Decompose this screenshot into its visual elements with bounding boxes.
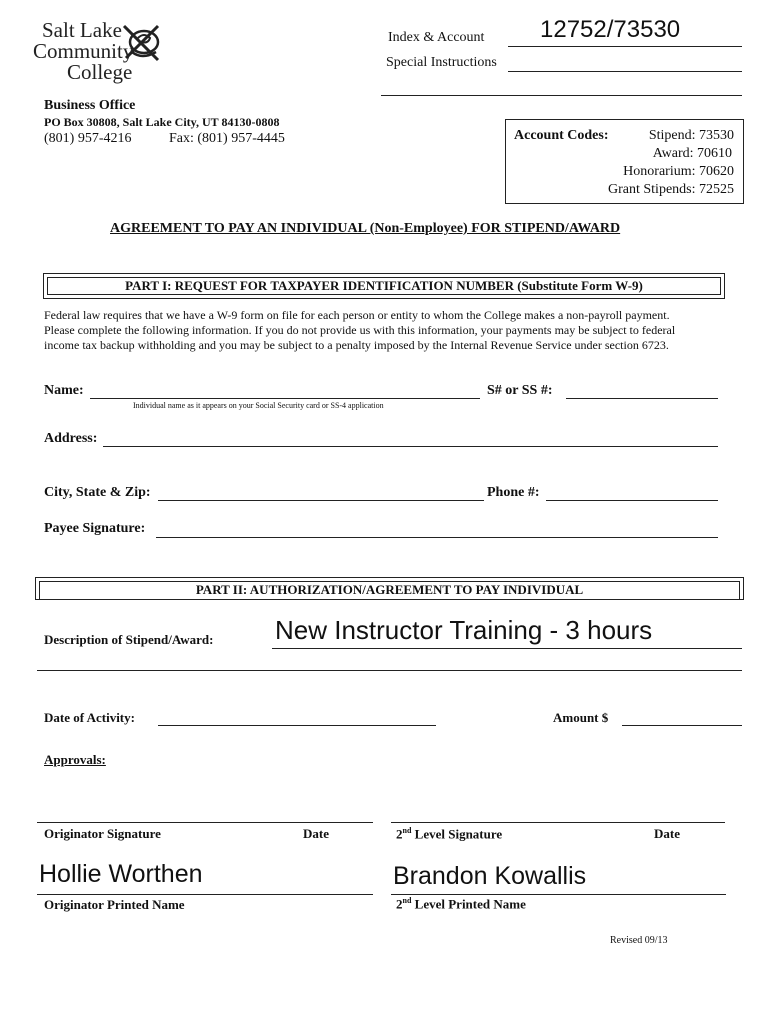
special-instructions-line-2[interactable]: [381, 95, 742, 96]
description-value[interactable]: New Instructor Training - 3 hours: [275, 615, 653, 645]
business-office-fax: Fax: (801) 957-4445: [169, 131, 285, 146]
ssn-label: S# or SS #:: [487, 383, 553, 398]
originator-signature-label: Originator Signature: [44, 826, 161, 841]
special-instructions-label: Special Instructions: [386, 55, 497, 70]
description-underline: [272, 648, 742, 649]
part2-header-box: [35, 577, 744, 600]
logo-line-3: College: [67, 60, 133, 84]
description-line-2[interactable]: [37, 670, 742, 671]
city-state-zip-label: City, State & Zip:: [44, 485, 151, 500]
part1-header: PART I: REQUEST FOR TAXPAYER IDENTIFICATION NUMBER (Substitute Form W-9): [125, 278, 643, 293]
special-instructions-field[interactable]: [508, 71, 742, 72]
amount-label: Amount $: [553, 710, 609, 725]
originator-printed-name-label: Originator Printed Name: [44, 897, 185, 912]
index-account-label: Index & Account: [388, 30, 485, 45]
ssn-field[interactable]: [566, 398, 718, 399]
second-level-sup-2: nd: [402, 896, 412, 905]
business-office-address: PO Box 30808, Salt Lake City, UT 84130-0808: [44, 115, 280, 129]
originator-printed-name-underline: [37, 894, 373, 895]
part1-paragraph-line-2: Please complete the following information. If you do not provide us with this information, your payments may be subject to federal: [44, 323, 676, 337]
index-account-value[interactable]: 12752/73530: [540, 16, 681, 43]
address-field[interactable]: [103, 446, 718, 447]
second-level-number-2: 2: [396, 896, 403, 912]
originator-date-label: Date: [303, 826, 329, 841]
second-level-date-label: Date: [654, 826, 680, 841]
date-of-activity-label: Date of Activity:: [44, 710, 135, 725]
date-of-activity-field[interactable]: [158, 725, 436, 726]
account-codes-label: Account Codes:: [514, 128, 609, 143]
part1-paragraph-line-1: Federal law requires that we have a W-9 form on file for each person or entity to whom the College makes a non-payroll payment.: [44, 308, 670, 322]
amount-field[interactable]: [622, 725, 742, 726]
second-level-printed-name-value[interactable]: Brandon Kowallis: [393, 862, 587, 890]
second-level-number: 2: [396, 826, 403, 842]
index-account-underline: [508, 46, 742, 47]
form-title: AGREEMENT TO PAY AN INDIVIDUAL (Non-Employee) FOR STIPEND/AWARD: [110, 221, 621, 236]
second-level-signature-text: Level Signature: [414, 826, 503, 842]
payee-signature-field[interactable]: [156, 537, 718, 538]
description-label: Description of Stipend/Award:: [44, 632, 214, 647]
account-code-stipend: Stipend: 73530: [648, 128, 734, 143]
account-codes-box: [505, 119, 744, 204]
second-level-printed-name-text: Level Printed Name: [414, 896, 526, 912]
part1-header-box: [43, 273, 725, 299]
revised-date: Revised 09/13: [610, 935, 668, 946]
second-level-sup: nd: [402, 826, 412, 835]
address-label: Address:: [44, 431, 98, 446]
second-level-printed-name-label: [396, 896, 526, 912]
part2-header: PART II: AUTHORIZATION/AGREEMENT TO PAY INDIVIDUAL: [195, 582, 584, 597]
account-code-honorarium: Honorarium: 70620: [623, 164, 734, 179]
second-level-signature-field[interactable]: [391, 822, 725, 823]
logo-line-1: Salt Lake: [42, 18, 122, 42]
name-hint: Individual name as it appears on your Social Security card or SS-4 application: [133, 401, 384, 410]
city-state-zip-field[interactable]: [158, 500, 484, 501]
second-level-signature-label: [396, 826, 502, 842]
payee-signature-label: Payee Signature:: [44, 521, 146, 536]
part1-paragraph-line-3: income tax backup withholding and you may be subject to a penalty imposed by the Internal Revenue Service under section 6723.: [44, 338, 669, 352]
approvals-label: Approvals:: [44, 752, 106, 767]
account-code-grant: Grant Stipends: 72525: [608, 182, 734, 197]
phone-label: Phone #:: [487, 485, 540, 500]
originator-printed-name-value[interactable]: Hollie Worthen: [39, 860, 203, 888]
name-label: Name:: [44, 383, 84, 398]
logo-emblem-icon: [118, 18, 168, 68]
originator-signature-field[interactable]: [37, 822, 373, 823]
logo-line-2: Community: [33, 39, 134, 63]
business-office-label: Business Office: [44, 98, 136, 113]
second-level-printed-name-underline: [391, 894, 726, 895]
business-office-phone: (801) 957-4216: [44, 131, 132, 146]
phone-field[interactable]: [546, 500, 718, 501]
account-code-award: Award: 70610: [652, 146, 732, 161]
name-field[interactable]: [90, 398, 480, 399]
